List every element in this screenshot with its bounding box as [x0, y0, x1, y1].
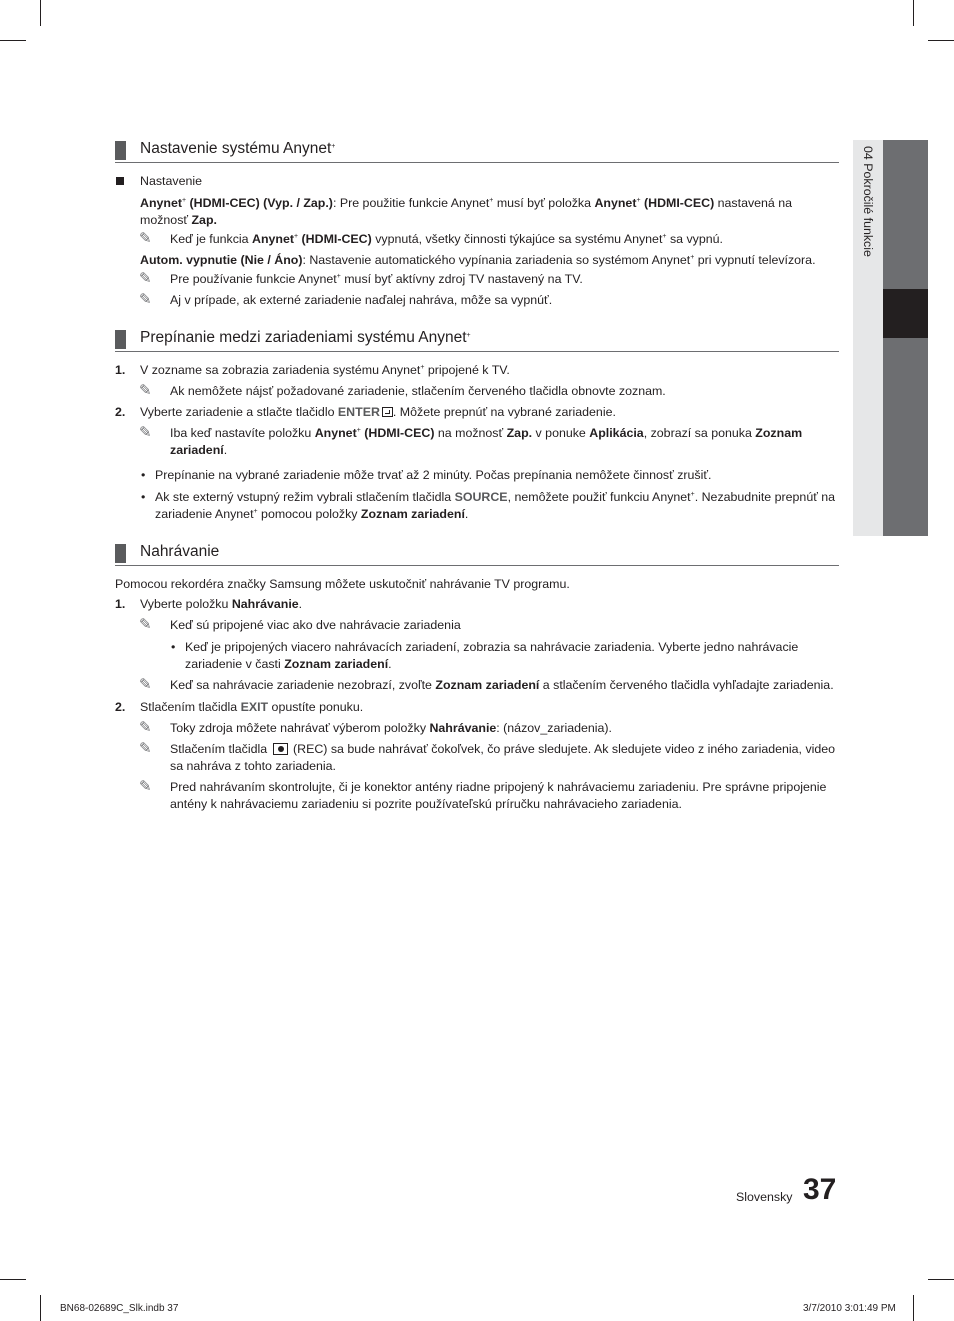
print-slug-left: BN68-02689C_Slk.indb 37 — [60, 1303, 179, 1314]
page-content — [115, 138, 839, 813]
section-title: Prepínanie medzi zariadeniami systému Anynet+ — [140, 329, 471, 346]
section-title: Nahrávanie — [140, 543, 220, 560]
note: ✎ Iba keď nastavíte položku Anynet+ (HDMI-CEC) na možnosť Zap. v ponuke Aplikácia, zobrazí sa ponuka Zoznam zariadení. — [139, 424, 803, 457]
note: ✎ Pred nahrávaním skontrolujte, či je konektor antény riadne pripojený k nahrávaciemu zariadeniu. Pre správne pripojenie antény k nahrávaciemu zariadeniu si pozrite používateľskú príručku nahrávacieho zariadenia. — [139, 778, 827, 811]
pencil-note-icon: ✎ — [139, 719, 152, 736]
crop-mark — [928, 1279, 954, 1280]
side-tab-bar — [883, 140, 928, 536]
print-slug-right: 3/7/2010 3:01:49 PM — [803, 1303, 896, 1314]
paragraph: Autom. vypnutie (Nie / Áno): Nastavenie automatického vypínania zariadenia so systémom Anynet+ pri vypnutí televízora. — [140, 253, 816, 267]
pencil-note-icon: ✎ — [139, 230, 152, 247]
side-tab-label: 04 Pokročilé funkcie — [861, 146, 875, 257]
numbered-item: 1. Vyberte položku Nahrávanie. — [115, 597, 303, 611]
footer-language: Slovensky — [736, 1190, 793, 1204]
note: ✎ Stlačením tlačidla (REC) sa bude nahrávať čokoľvek, čo práve sledujete. Ak sledujete video z iného zariadenia, video sa nahráva z tohto zariadenia. — [139, 740, 836, 773]
crop-mark — [40, 0, 41, 26]
section-heading — [115, 327, 839, 352]
subsection-title: Nastavenie — [115, 173, 839, 190]
note: ✎ Aj v prípade, ak externé zariadenie naďalej nahráva, môže sa vypnúť. — [139, 291, 553, 308]
bullet-item: • Keď je pripojených viacero nahrávacích zariadení, zobrazia sa nahrávacie zariadenia. Vyberte jedno nahrávacie zariadenie v časti Zoznam zariadení. — [171, 640, 799, 671]
note: ✎ Keď sa nahrávacie zariadenie nezobrazí, zvoľte Zoznam zariadení a stlačením červeného tlačidla vyhľadajte zariadenia. — [139, 676, 834, 693]
note: ✎ Keď sú pripojené viac ako dve nahrávacie zariadenia — [139, 616, 461, 633]
square-bullet-icon — [116, 177, 124, 185]
numbered-item: 2. Stlačením tlačidla EXIT opustíte ponuku. — [115, 700, 364, 714]
bullet-item: • Ak ste externý vstupný režim vybrali stlačením tlačidla SOURCE, nemôžete použiť funkciu Anynet+. Nezabudnite prepnúť na zariadenie Anynet+ pomocou položky Zoznam zariadení. — [141, 490, 836, 521]
rec-button-icon — [273, 743, 288, 755]
pencil-note-icon: ✎ — [139, 424, 152, 441]
pencil-note-icon: ✎ — [139, 676, 152, 693]
crop-mark — [913, 0, 914, 26]
enter-icon — [382, 407, 393, 417]
bullet-dot: • — [171, 640, 176, 654]
intro-paragraph: Pomocou rekordéra značky Samsung môžete uskutočniť nahrávanie TV programu. — [115, 577, 570, 591]
crop-mark — [913, 1295, 914, 1321]
paragraph: Anynet+ (HDMI-CEC) (Vyp. / Zap.): Pre použitie funkcie Anynet+ musí byť položka Anynet+ (HDMI-CEC) nastavená na možnosť Zap. — [140, 196, 793, 227]
page-number: 37 — [803, 1173, 837, 1206]
crop-mark — [0, 1279, 26, 1280]
side-tab-marker — [883, 289, 928, 338]
pencil-note-icon: ✎ — [139, 740, 152, 757]
heading-bar — [115, 330, 126, 349]
bullet-dot: • — [141, 490, 146, 504]
bullet-dot: • — [141, 468, 146, 482]
pencil-note-icon: ✎ — [139, 382, 152, 399]
note: ✎ Ak nemôžete nájsť požadované zariadenie, stlačením červeného tlačidla obnovte zoznam. — [139, 382, 666, 399]
crop-mark — [928, 40, 954, 41]
note: ✎ Keď je funkcia Anynet+ (HDMI-CEC) vypnutá, všetky činnosti týkajúce sa systému Anynet+ sa vypnú. — [139, 230, 723, 247]
heading-bar — [115, 544, 126, 563]
pencil-note-icon: ✎ — [139, 291, 152, 308]
numbered-item: 1. V zozname sa zobrazia zariadenia systému Anynet+ pripojené k TV. — [115, 363, 510, 377]
section-heading — [115, 138, 839, 163]
heading-bar — [115, 141, 126, 160]
note: ✎ Toky zdroja môžete nahrávať výberom položky Nahrávanie: (názov_zariadenia). — [139, 719, 612, 736]
pencil-note-icon: ✎ — [139, 778, 152, 795]
note: ✎ Pre používanie funkcie Anynet+ musí byť aktívny zdroj TV nastavený na TV. — [139, 270, 583, 287]
pencil-note-icon: ✎ — [139, 270, 152, 287]
bullet-item: • Prepínanie na vybrané zariadenie môže trvať až 2 minúty. Počas prepínania nemôžete činnosť zrušiť. — [141, 468, 712, 482]
section-title: Nastavenie systému Anynet+ — [140, 140, 336, 157]
section-heading — [115, 541, 839, 566]
crop-mark — [40, 1295, 41, 1321]
numbered-item: 2. Vyberte zariadenie a stlačte tlačidlo ENTER . Môžete prepnúť na vybrané zariadenie. — [115, 405, 616, 419]
pencil-note-icon: ✎ — [139, 616, 152, 633]
crop-mark — [0, 40, 26, 41]
